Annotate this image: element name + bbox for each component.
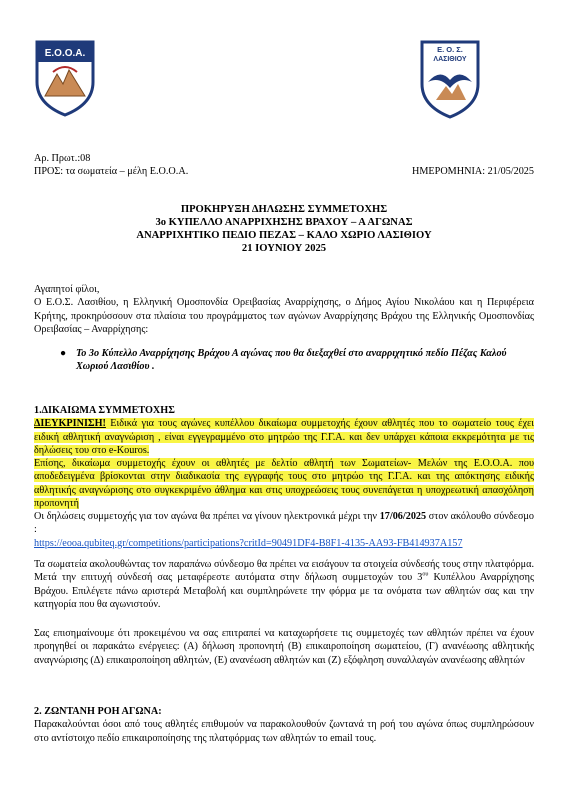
deadline-text: Οι δηλώσεις συμμετοχής για τον αγώνα θα πρέπει να γίνουν ηλεκτρονικά μέχρι την (34, 511, 380, 522)
svg-text:E.O.O.A.: E.O.O.A. (44, 48, 86, 59)
document-date: ΗΜΕΡΟΜΗΝΙΑ: 21/05/2025 (412, 166, 534, 178)
protocol-number: Αρ. Πρωτ.:08 (34, 153, 91, 164)
platform-instructions (34, 558, 534, 611)
bullet-icon: ● (60, 348, 67, 359)
eooa-logo (33, 38, 97, 122)
deadline (34, 510, 534, 537)
svg-text:ΛΑΣΙΘΙΟΥ: ΛΑΣΙΘΙΟΥ (433, 56, 467, 63)
section-2-body: Παρακαλούνται όσοι από τους αθλητές επιθυμούν να παρακολουθούν ζωντανά τη ροή του αγώνα όπως συμπληρώσουν στο αντίστοιχο πεδίο επικαιροποίησης της πλατφόρμας των αθλητών το email τους. (34, 719, 534, 744)
document-title (34, 204, 534, 256)
platform-text: Τα σωματεία ακολουθώντας τον παραπάνω σύνδεσμο θα πρέπει να εισάγουν τα στοιχεία σύνδεσής τους στην πλατφόρμα. Μετά την επιτυχή σύνδεσή σας μεταφέρεστε αυτόματα στην δήλωση συμμετοχών του 3 (34, 559, 534, 584)
title-line-3: ΑΝΑΡΡΙΧΗΤΙΚΟ ΠΕΔΙΟ ΠΕΖΑΣ – ΚΑΛΟ ΧΩΡΙΟ ΛΑΣΙΘΙΟΥ (136, 229, 432, 241)
eligibility (34, 457, 534, 510)
clarification (34, 417, 534, 457)
ordinal-suffix: ου (422, 571, 429, 578)
section-participation (34, 404, 534, 550)
intro (34, 283, 534, 336)
section-1-heading: 1.ΔΙΚΑΙΩΜΑ ΣΥΜΜΕΤΟΧΗΣ (34, 405, 175, 416)
eos-lasithiou-logo (418, 38, 482, 124)
deadline-date: 17/06/2025 (379, 511, 427, 522)
platform-text-after: Κυπέλλου Αναρρίχησης Βράχου. Επιλέγετε πάνω αριστερά Μεταβολή και συμπληρώνετε την φόρμα με τα ονόματα των αθλητών σας και την κατηγορία που θα αγωνιστούν. (34, 572, 534, 610)
eligibility-text: Επίσης, δικαίωμα συμμετοχής έχουν οι αθλητές με δελτίο αθλητή των Σωματείων- Μελών της Ε.Ο.Ο.Α. που αποδεδειγμένα βρίσκονται στην διαδικασία της εγγραφής τους στο μητρώο της Γ.Γ.Α. και της απόκτησης ειδικής αθλητικής αναγνώρισης στο συγκεκριμένο άθλημα και στις υποχρεώσεις τους συνεπάγεται η υποχρεωτική απασχόληση προπονητή (34, 458, 534, 509)
intro-body: Ο Ε.Ο.Σ. Λασιθίου, η Ελληνική Ομοσπονδία Ορειβασίας Αναρρίχησης, ο Δήμος Αγίου Νικολάου και η Περιφέρεια Κρήτης, προκηρύσσουν στα πλαίσια του προγράμματος των αγώνων Αναρρίχησης Βράχου της Ελληνικής Ομοσπονδίας Ορειβασίας – Αναρρίχησης: (34, 297, 534, 335)
section-live-stream (34, 705, 534, 745)
recipient: ΠΡΟΣ: τα σωματεία – μέλη Ε.Ο.Ο.Α. (34, 166, 189, 178)
document-meta (34, 152, 534, 179)
clarification-label: ΔΙΕΥΚΡΙΝΙΣΗ! (34, 418, 106, 430)
greeting: Αγαπητοί φίλοι, (34, 284, 100, 295)
prerequisites: Σας επισημαίνουμε ότι προκειμένου να σας επιτραπεί να καταχωρήσετε τις συμμετοχές των αθλητών πρέπει να έχουν προηγηθεί οι παρακάτω ενέργειες: (Α) δήλωση προπονητή (Β) επικαιροποίηση σωματείου, (Γ) ανανέωσης αθλητικής αναγνώρισης (Δ) επικαιροποίηση αθλητών, (Ε) ανανέωση αθλητών και (Ζ) εξόφληση συναλλαγών ανανέωσης αθλητών (34, 628, 534, 666)
event-bullet (60, 347, 534, 374)
clarification-text: Ειδικά για τους αγώνες κυπέλλου δικαίωμα συμμετοχής έχουν αθλητές που το σωματείο τους έχει ειδική αθλητική αναγνώριση , είναι εγγεγραμμένο στο μητρώο της Γ.Γ.Α. και δεν υπάρχει κάποια εκκρεμότητα με τις δηλώσεις του στο e-Kouros. (34, 418, 534, 456)
deadline-text-after: στον ακόλουθο σύνδεσμο : (34, 511, 534, 536)
bullet-text: Το 3ο Κύπελλο Αναρρίχησης Βράχου Α αγώνας που θα διεξαχθεί στο αναρριχητικό πεδίο Πέζας Καλού Χωριού Λασιθίου . (76, 348, 507, 373)
title-line-1: ΠΡΟΚΗΡΥΞΗ ΔΗΛΩΣΗΣ ΣΥΜΜΕΤΟΧΗΣ (180, 204, 388, 215)
registration-link[interactable]: https://eooa.qubiteq.gr/competitions/participations?critId=90491DF4-B8F1-4135-AA93-FB414937A157 (34, 537, 463, 549)
title-line-2: 3ο ΚΥΠΕΛΛΟ ΑΝΑΡΡΙΧΗΣΗΣ ΒΡΑΧΟΥ – Α ΑΓΩΝΑΣ (155, 216, 413, 228)
title-line-4: 21 ΙΟΥΝΙΟΥ 2025 (241, 242, 327, 254)
svg-text:Ε. Ο. Σ.: Ε. Ο. Σ. (437, 45, 463, 54)
section-2-heading: 2. ΖΩΝΤΑΝΗ ΡΟΗ ΑΓΩΝΑ: (34, 706, 162, 717)
